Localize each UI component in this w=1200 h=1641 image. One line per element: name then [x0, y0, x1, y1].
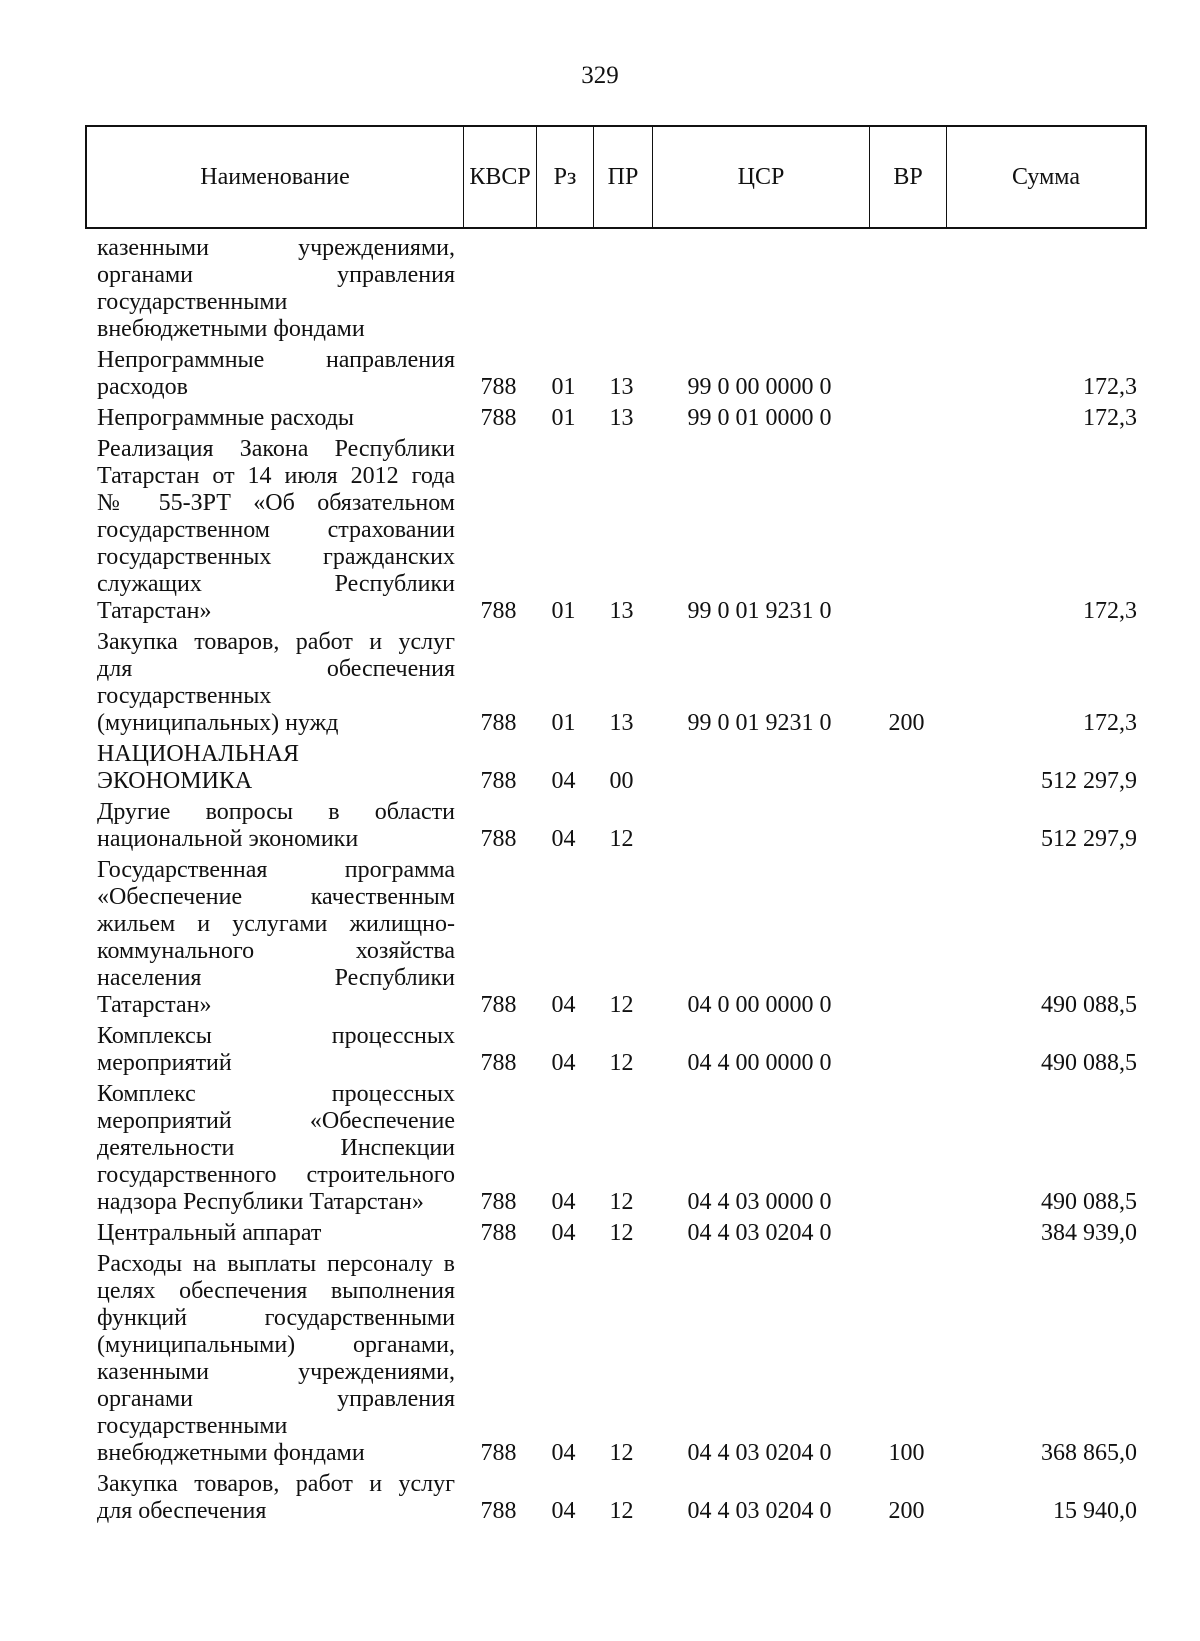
- cell-rz: 04: [551, 1189, 576, 1215]
- cell-kvsr: 788: [480, 598, 517, 624]
- row-name-line: Закупка товаров, работ и услуг: [97, 1471, 455, 1497]
- row-name-line: Государственная программа: [97, 857, 455, 883]
- table-row: [0, 741, 1200, 799]
- cell-csr: 99 0 01 9231 0: [687, 598, 832, 624]
- page-number: 329: [581, 62, 619, 89]
- cell-csr: 04 4 00 0000 0: [687, 1050, 832, 1076]
- cell-pr: 13: [609, 405, 634, 431]
- table-row: [0, 1081, 1200, 1220]
- cell-vr: 100: [888, 1440, 925, 1466]
- cell-csr: 04 4 03 0204 0: [687, 1220, 832, 1246]
- row-name: [97, 1471, 455, 1525]
- row-name-line: коммунального хозяйства: [97, 938, 455, 964]
- cell-rz: 04: [551, 992, 576, 1018]
- row-name-line: для обеспечения: [97, 1498, 267, 1524]
- table-header: [85, 125, 1147, 229]
- cell-rz: 01: [551, 598, 576, 624]
- row-name: [97, 347, 455, 401]
- cell-sum: 512 297,9: [1041, 826, 1137, 852]
- cell-sum: 384 939,0: [1041, 1220, 1137, 1246]
- row-name-line: № 55-ЗРТ «Об обязательном: [97, 490, 455, 516]
- row-name-line: государственных гражданских: [97, 544, 455, 570]
- row-name-line: государственными: [97, 289, 288, 315]
- cell-sum: 172,3: [1083, 374, 1137, 400]
- table-body: [0, 235, 1200, 1529]
- cell-kvsr: 788: [480, 1050, 517, 1076]
- row-name-line: государственными: [97, 1413, 288, 1439]
- cell-sum: 15 940,0: [1053, 1498, 1137, 1524]
- header-csr: ЦСР: [653, 127, 870, 227]
- cell-kvsr: 788: [480, 992, 517, 1018]
- cell-sum: 172,3: [1083, 710, 1137, 736]
- row-name-line: НАЦИОНАЛЬНАЯ: [97, 741, 300, 767]
- cell-rz: 01: [551, 710, 576, 736]
- row-name-line: Закупка товаров, работ и услуг: [97, 629, 455, 655]
- cell-vr: 200: [888, 710, 925, 736]
- row-name-line: (муниципальных) нужд: [97, 710, 339, 736]
- cell-rz: 01: [551, 374, 576, 400]
- row-name-line: государственном страховании: [97, 517, 455, 543]
- row-name-line: Непрограммные направления: [97, 347, 455, 373]
- cell-pr: 00: [609, 768, 634, 794]
- row-name: [97, 629, 455, 737]
- cell-sum: 490 088,5: [1041, 1189, 1137, 1215]
- row-name: [97, 1023, 455, 1077]
- cell-sum: 368 865,0: [1041, 1440, 1137, 1466]
- cell-sum: 172,3: [1083, 405, 1137, 431]
- table-row: [0, 1220, 1200, 1251]
- header-sum: Сумма: [1012, 163, 1080, 190]
- table-row: [0, 405, 1200, 436]
- table-row: [0, 1251, 1200, 1471]
- row-name-line: ЭКОНОМИКА: [97, 768, 253, 794]
- cell-csr: 04 4 03 0204 0: [687, 1498, 832, 1524]
- cell-csr: 99 0 00 0000 0: [687, 374, 832, 400]
- row-name-line: Реализация Закона Республики: [97, 436, 455, 462]
- row-name-line: целях обеспечения выполнения: [97, 1278, 455, 1304]
- table-row: [0, 235, 1200, 347]
- row-name-line: государственных: [97, 683, 272, 709]
- cell-csr: 99 0 01 0000 0: [687, 405, 832, 431]
- cell-rz: 04: [551, 826, 576, 852]
- cell-pr: 12: [609, 1498, 634, 1524]
- row-name-line: «Обеспечение качественным: [97, 884, 455, 910]
- cell-pr: 12: [609, 1440, 634, 1466]
- row-name-line: Комплексы процессных: [97, 1023, 455, 1049]
- cell-kvsr: 788: [480, 405, 517, 431]
- cell-kvsr: 788: [480, 1498, 517, 1524]
- row-name-line: жильем и услугами жилищно-: [97, 911, 455, 937]
- cell-csr: 99 0 01 9231 0: [687, 710, 832, 736]
- row-name-line: органами управления: [97, 262, 455, 288]
- row-name-line: Татарстан»: [97, 992, 212, 1018]
- cell-kvsr: 788: [480, 1189, 517, 1215]
- cell-rz: 01: [551, 405, 576, 431]
- cell-csr: 04 4 03 0204 0: [687, 1440, 832, 1466]
- cell-csr: 04 4 03 0000 0: [687, 1189, 832, 1215]
- row-name-line: внебюджетными фондами: [97, 316, 365, 342]
- row-name-line: национальной экономики: [97, 826, 359, 852]
- cell-sum: 512 297,9: [1041, 768, 1137, 794]
- cell-kvsr: 788: [480, 826, 517, 852]
- cell-pr: 12: [609, 992, 634, 1018]
- cell-kvsr: 788: [480, 1220, 517, 1246]
- cell-rz: 04: [551, 1440, 576, 1466]
- row-name: [97, 405, 455, 432]
- row-name-line: для обеспечения: [97, 656, 455, 682]
- cell-pr: 13: [609, 710, 634, 736]
- table-row: [0, 347, 1200, 405]
- row-name-line: внебюджетными фондами: [97, 1440, 365, 1466]
- row-name-line: казенными учреждениями,: [97, 1359, 455, 1385]
- row-name-line: Татарстан»: [97, 598, 212, 624]
- header-vr: ВР: [870, 127, 947, 227]
- cell-kvsr: 788: [480, 768, 517, 794]
- row-name-line: надзора Республики Татарстан»: [97, 1189, 424, 1215]
- header-rz: Рз: [537, 127, 594, 227]
- cell-pr: 13: [609, 374, 634, 400]
- row-name: [97, 857, 455, 1019]
- cell-rz: 04: [551, 1050, 576, 1076]
- row-name-line: расходов: [97, 374, 188, 400]
- cell-vr: 200: [888, 1498, 925, 1524]
- cell-pr: 12: [609, 1220, 634, 1246]
- cell-rz: 04: [551, 1220, 576, 1246]
- row-name-line: органами управления: [97, 1386, 455, 1412]
- row-name-line: (муниципальными) органами,: [97, 1332, 455, 1358]
- cell-pr: 13: [609, 598, 634, 624]
- header-name: Наименование: [87, 127, 464, 227]
- cell-pr: 12: [609, 1189, 634, 1215]
- row-name-line: казенными учреждениями,: [97, 235, 455, 261]
- row-name-line: государственного строительного: [97, 1162, 455, 1188]
- row-name: [97, 741, 455, 795]
- cell-sum: 490 088,5: [1041, 1050, 1137, 1076]
- row-name: [97, 1251, 455, 1467]
- cell-sum: 172,3: [1083, 598, 1137, 624]
- cell-kvsr: 788: [480, 1440, 517, 1466]
- cell-csr: 04 0 00 0000 0: [687, 992, 832, 1018]
- row-name: [97, 1220, 455, 1247]
- row-name-line: Комплекс процессных: [97, 1081, 455, 1107]
- cell-kvsr: 788: [480, 374, 517, 400]
- cell-kvsr: 788: [480, 710, 517, 736]
- header-pr: ПР: [594, 127, 653, 227]
- row-name-line: мероприятий: [97, 1050, 232, 1076]
- cell-sum: 490 088,5: [1041, 992, 1137, 1018]
- row-name: [97, 235, 455, 343]
- row-name-line: функций государственными: [97, 1305, 455, 1331]
- table-row: [0, 436, 1200, 629]
- row-name: [97, 1081, 455, 1216]
- row-name-line: населения Республики: [97, 965, 455, 991]
- row-name-line: служащих Республики: [97, 571, 455, 597]
- row-name-line: деятельности Инспекции: [97, 1135, 455, 1161]
- cell-pr: 12: [609, 826, 634, 852]
- row-name-line: Расходы на выплаты персоналу в: [97, 1251, 455, 1277]
- cell-rz: 04: [551, 1498, 576, 1524]
- table-row: [0, 1023, 1200, 1081]
- row-name: [97, 436, 455, 625]
- cell-pr: 12: [609, 1050, 634, 1076]
- row-name-line: Центральный аппарат: [97, 1220, 322, 1246]
- table-row: [0, 857, 1200, 1023]
- cell-rz: 04: [551, 768, 576, 794]
- header-kvsr: КВСР: [464, 127, 537, 227]
- row-name-line: Татарстан от 14 июля 2012 года: [97, 463, 455, 489]
- table-row: [0, 1471, 1200, 1529]
- row-name-line: Другие вопросы в области: [97, 799, 455, 825]
- row-name: [97, 799, 455, 853]
- table-row: [0, 799, 1200, 857]
- table-row: [0, 629, 1200, 741]
- row-name-line: мероприятий «Обеспечение: [97, 1108, 455, 1134]
- row-name-line: Непрограммные расходы: [97, 405, 355, 431]
